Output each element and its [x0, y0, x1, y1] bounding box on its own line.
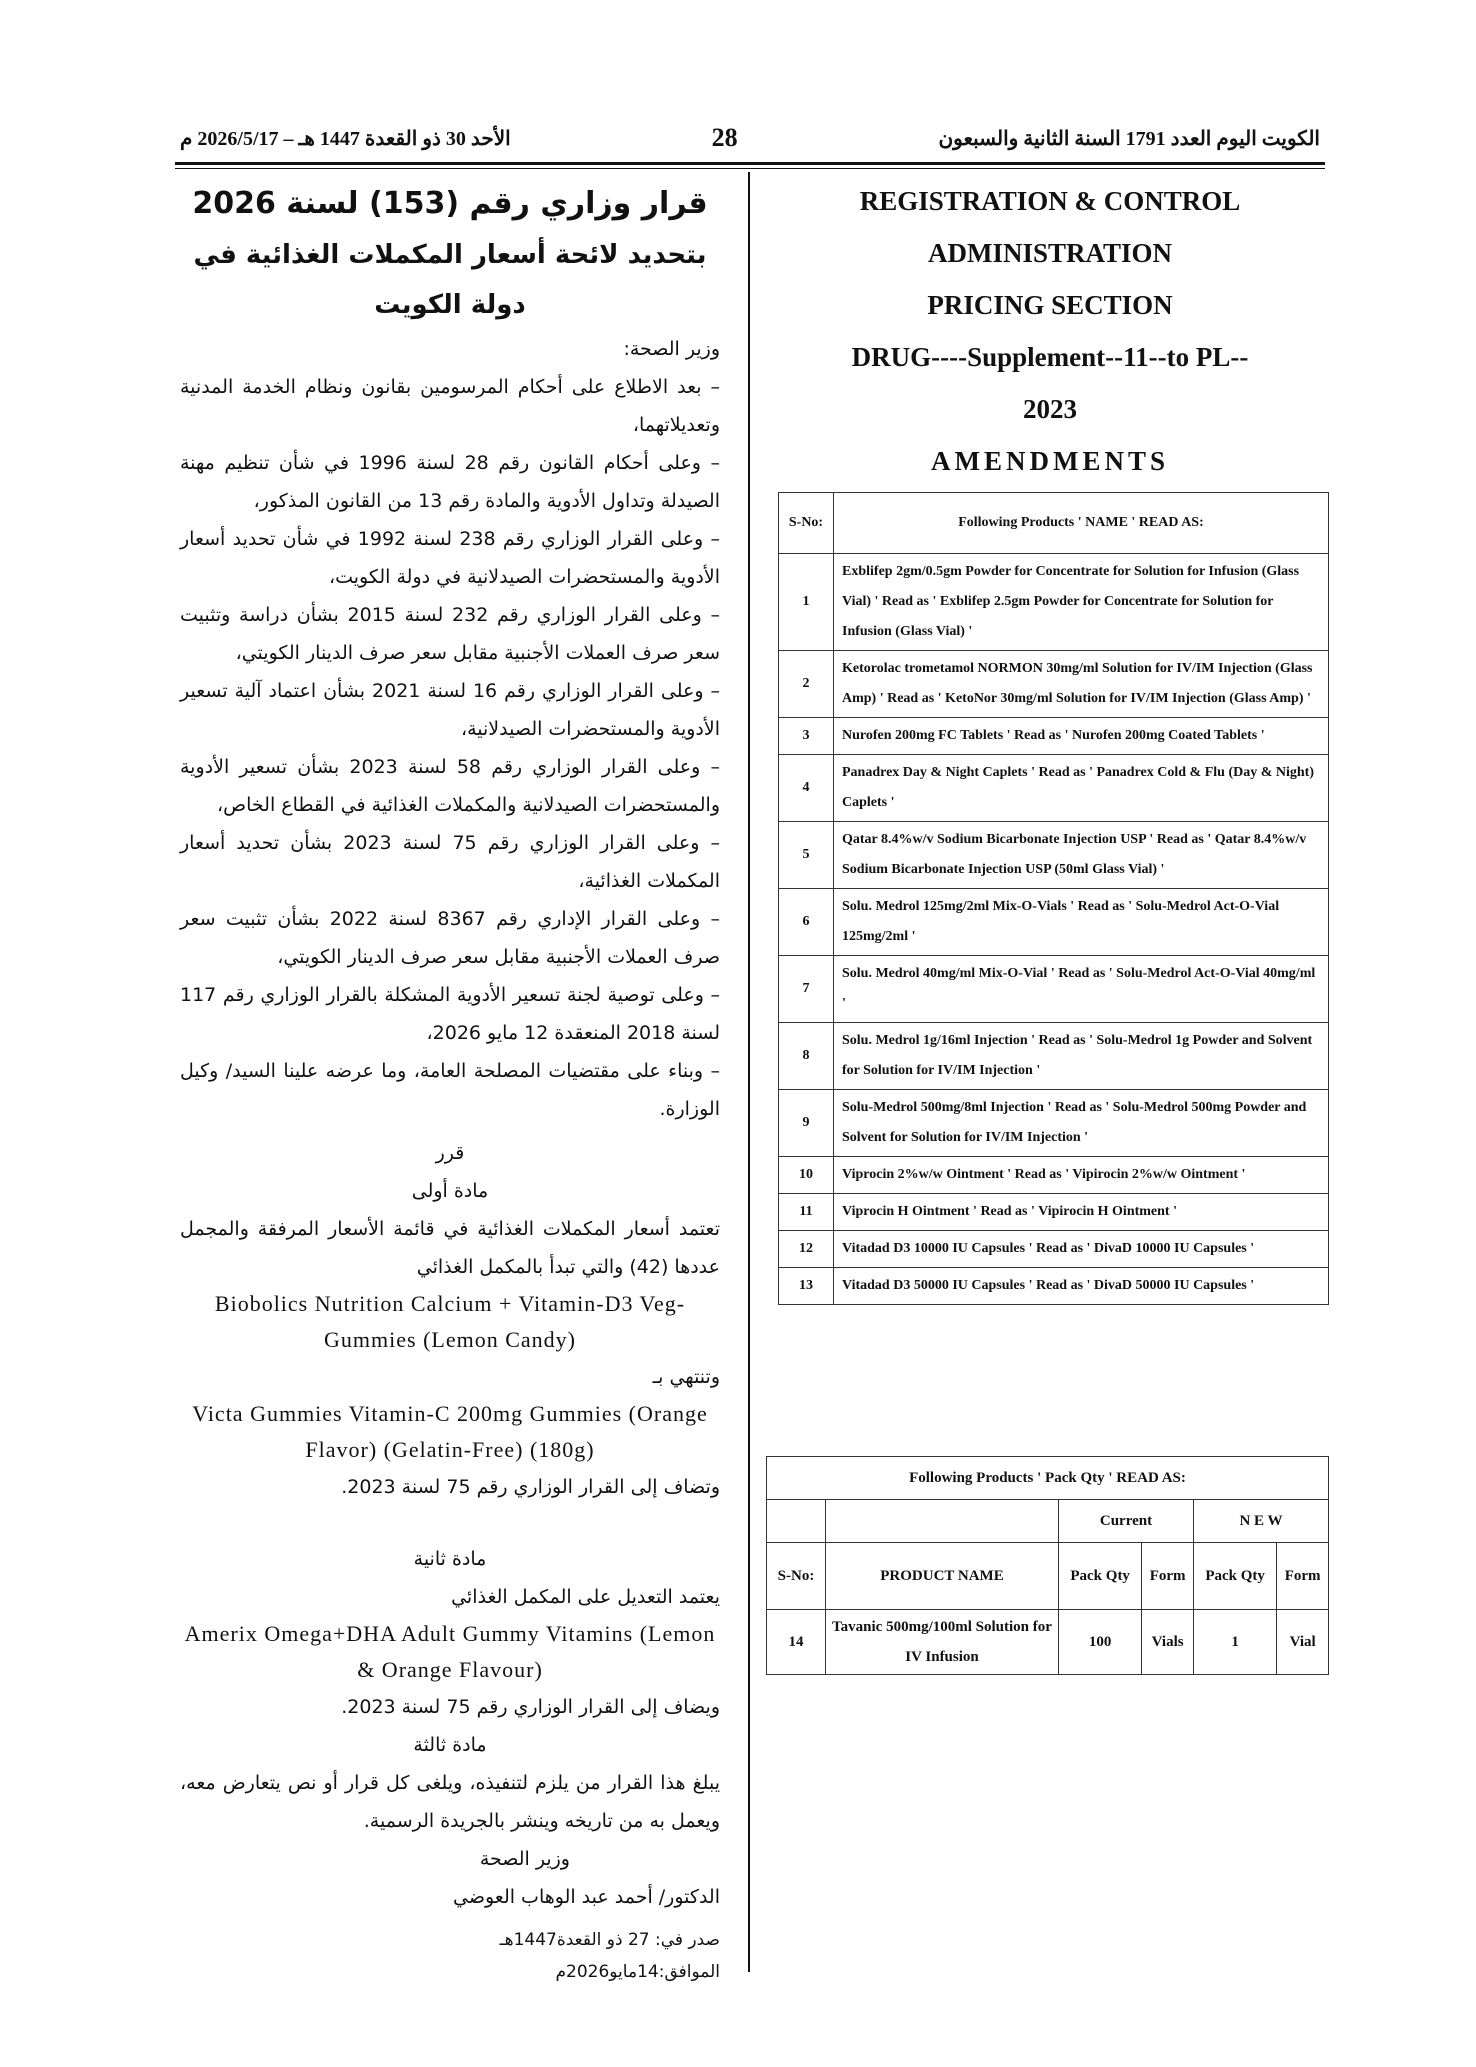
row-sn: 6: [779, 889, 834, 956]
row-text: Qatar 8.4%w/v Sodium Bicarbonate Injection USP ' Read as ' Qatar 8.4%w/v Sodium Bicarbonate Injection USP (50ml Glass Vial) ': [834, 822, 1329, 889]
article3-title: مادة ثالثة: [413, 1734, 487, 1756]
table-body: [779, 554, 1329, 1305]
row-sn: 12: [779, 1231, 834, 1268]
heading-line: ADMINISTRATION: [927, 238, 1173, 268]
row-text: Viprocin H Ointment ' Read as ' Vipirocin H Ointment ': [834, 1194, 1329, 1231]
signature-title: وزير الصحة: [479, 1848, 570, 1870]
col-product-name-header: PRODUCT NAME: [826, 1543, 1059, 1610]
row-sn: 5: [779, 822, 834, 889]
article1-first-product: Biobolics Nutrition Calcium + Vitamin-D3 Veg-Gummies (Lemon Candy): [214, 1291, 686, 1352]
preamble-item: – وعلى القرار الوزاري رقم 232 لسنة 2015 بشأن دراسة وتثبيت سعر صرف العملات الأجنبية مقابل سعر صرف الدينار الكويتي،: [180, 604, 720, 664]
row-text: Solu-Medrol 500mg/8ml Injection ' Read as ' Solu-Medrol 500mg Powder and Solvent for Solution for IV/IM Injection ': [834, 1090, 1329, 1157]
article1-ends-with: وتنتهي بـ: [652, 1366, 720, 1388]
table-row: [779, 1157, 1329, 1194]
new-group-header: N E W: [1193, 1500, 1328, 1543]
preamble-item: – وعلى القرار الوزاري رقم 58 لسنة 2023 بشأن تسعير الأدوية والمستحضرات الصيدلانية والمكملات الغذائية في القطاع الخاص،: [180, 756, 720, 816]
table-row: [779, 889, 1329, 956]
decree-title: قرار وزاري رقم (153) لسنة 2026: [192, 186, 708, 221]
header-date: الأحد 30 ذو القعدة 1447 هـ – 2026/5/17 م: [180, 127, 511, 150]
heading-line-amendments: AMENDMENTS: [930, 446, 1169, 476]
table-row: [779, 822, 1329, 889]
article3-text: يبلغ هذا القرار من يلزم لتنفيذه، ويلغى كل قرار أو نص يتعارض معه، ويعمل به من تاريخه وينشر بالجريدة الرسمية.: [180, 1772, 720, 1832]
table-row: [779, 1023, 1329, 1090]
table-row: [767, 1610, 1329, 1675]
row-text: Vitadad D3 50000 IU Capsules ' Read as ' DivaD 50000 IU Capsules ': [834, 1268, 1329, 1305]
row-sn: 11: [779, 1194, 834, 1231]
corresponding-date: الموافق:14مايو2026م: [555, 1962, 720, 1982]
row-sn: 4: [779, 755, 834, 822]
preamble-item: – وعلى القرار الوزاري رقم 75 لسنة 2023 بشأن تحديد أسعار المكملات الغذائية،: [180, 832, 720, 892]
current-group-header: Current: [1059, 1500, 1194, 1543]
row-text: Ketorolac trometamol NORMON 30mg/ml Solution for IV/IM Injection (Glass Amp) ' Read as ' KetoNor 30mg/ml Solution for IV/IM Injection (Glass Amp) ': [834, 651, 1329, 718]
article1-title: مادة أولى: [411, 1180, 489, 1202]
row-sn: 1: [779, 554, 834, 651]
minister-intro: وزير الصحة:: [623, 338, 720, 360]
page-header: [180, 120, 1320, 156]
article1-add: وتضاف إلى القرار الوزاري رقم 75 لسنة 2023.: [341, 1476, 720, 1498]
row-sn: 7: [779, 956, 834, 1023]
preamble-item: – وبناء على مقتضيات المصلحة العامة، وما عرضه علينا السيد/ وكيل الوزارة.: [180, 1060, 720, 1120]
header-rule-thin: [175, 168, 1325, 169]
preamble-item: – وعلى القرار الوزاري رقم 16 لسنة 2021 بشأن اعتماد آلية تسعير الأدوية والمستحضرات الصيدلانية،: [180, 680, 720, 740]
table-row: [779, 1268, 1329, 1305]
heading-line: 2023: [1023, 394, 1077, 424]
row-new-form: Vial: [1277, 1610, 1329, 1675]
row-text: Solu. Medrol 1g/16ml Injection ' Read as ' Solu-Medrol 1g Powder and Solvent for Solution for IV/IM Injection ': [834, 1023, 1329, 1090]
col-sn-header: S-No:: [767, 1543, 826, 1610]
row-sn: 2: [779, 651, 834, 718]
preamble: [180, 368, 720, 1128]
table-row: [779, 1231, 1329, 1268]
name-amendments-table: [778, 492, 1329, 1305]
header-rule-thick: [175, 162, 1325, 165]
table-row: [779, 651, 1329, 718]
row-text: Solu. Medrol 125mg/2ml Mix-O-Vials ' Read as ' Solu-Medrol Act-O-Vial 125mg/2ml ': [834, 889, 1329, 956]
col-products-header: Following Products ' NAME ' READ AS:: [834, 493, 1329, 554]
header-issue: الكويت اليوم العدد 1791 السنة الثانية والسبعون: [938, 127, 1320, 150]
preamble-item: – وعلى أحكام القانون رقم 28 لسنة 1996 في شأن تنظيم مهنة الصيدلة وتداول الأدوية والمادة رقم 13 من القانون المذكور،: [180, 452, 720, 512]
article2-product: Amerix Omega+DHA Adult Gummy Vitamins (Lemon & Orange Flavour): [184, 1621, 716, 1682]
row-sn: 8: [779, 1023, 834, 1090]
table-row: [779, 554, 1329, 651]
empty-cell: [767, 1500, 826, 1543]
issued-date: صدر في: 27 ذو القعدة1447هـ: [499, 1930, 720, 1950]
col-current-pack-qty: Pack Qty: [1059, 1543, 1142, 1610]
row-sn: 9: [779, 1090, 834, 1157]
row-text: Panadrex Day & Night Caplets ' Read as ' Panadrex Cold & Flu (Day & Night) Caplets ': [834, 755, 1329, 822]
col-current-form: Form: [1142, 1543, 1194, 1610]
column-divider: [748, 172, 750, 1972]
row-current-qty: 100: [1059, 1610, 1142, 1675]
empty-cell: [826, 1500, 1059, 1543]
article1-last-product: Victa Gummies Vitamin-C 200mg Gummies (Orange Flavor) (Gelatin-Free) (180g): [192, 1401, 708, 1462]
table-row: [779, 755, 1329, 822]
row-sn: 10: [779, 1157, 834, 1194]
row-new-qty: 1: [1193, 1610, 1276, 1675]
row-text: Vitadad D3 10000 IU Capsules ' Read as ' DivaD 10000 IU Capsules ': [834, 1231, 1329, 1268]
heading-line: PRICING SECTION: [927, 290, 1173, 320]
heading-line: DRUG----Supplement--11--to PL--: [851, 342, 1249, 372]
table-row: [779, 1194, 1329, 1231]
preamble-item: – وعلى القرار الوزاري رقم 238 لسنة 1992 في شأن تحديد أسعار الأدوية والمستحضرات الصيدلانية في دولة الكويت،: [180, 528, 720, 588]
col-new-form: Form: [1277, 1543, 1329, 1610]
preamble-item: – وعلى القرار الإداري رقم 8367 لسنة 2022 بشأن تثبيت سعر صرف العملات الأجنبية مقابل سعر صرف الدينار الكويتي،: [180, 908, 720, 968]
row-sn: 13: [779, 1268, 834, 1305]
spacer: [180, 1506, 720, 1540]
english-heading: [770, 175, 1330, 487]
english-column: [770, 175, 1330, 487]
table-header-row: [779, 493, 1329, 554]
row-current-form: Vials: [1142, 1610, 1194, 1675]
row-text: Nurofen 200mg FC Tablets ' Read as ' Nurofen 200mg Coated Tablets ': [834, 718, 1329, 755]
article2-title: مادة ثانية: [413, 1548, 487, 1570]
row-sn: 3: [779, 718, 834, 755]
row-product: Tavanic 500mg/100ml Solution for IV Infusion: [826, 1610, 1059, 1675]
table-row: [779, 1090, 1329, 1157]
page-number: 28: [711, 123, 738, 152]
preamble-item: – بعد الاطلاع على أحكام المرسومين بقانون ونظام الخدمة المدنية وتعديلاتهما،: [180, 376, 720, 436]
decree-subtitle: بتحديد لائحة أسعار المكملات الغذائية في دولة الكويت: [193, 240, 707, 320]
decided-label: قرر: [435, 1142, 465, 1164]
article2-text: يعتمد التعديل على المكمل الغذائي: [451, 1586, 720, 1608]
arabic-column: [180, 178, 720, 1988]
pack-qty-title: Following Products ' Pack Qty ' READ AS:: [767, 1457, 1329, 1500]
row-sn: 14: [767, 1610, 826, 1675]
preamble-item: – وعلى توصية لجنة تسعير الأدوية المشكلة بالقرار الوزاري رقم 117 لسنة 2018 المنعقدة 12 مايو 2026،: [180, 984, 720, 1044]
signature-name: الدكتور/ أحمد عبد الوهاب العوضي: [453, 1886, 720, 1908]
article1-text: تعتمد أسعار المكملات الغذائية في قائمة الأسعار المرفقة والمجمل عددها (42) والتي تبدأ بالمكمل الغذائي: [180, 1218, 720, 1278]
row-text: Exblifep 2gm/0.5gm Powder for Concentrate for Solution for Infusion (Glass Vial) ' Read as ' Exblifep 2.5gm Powder for Concentrate for Solution for Infusion (Glass Vial) ': [834, 554, 1329, 651]
col-sn-header: S-No:: [779, 493, 834, 554]
table-row: [779, 718, 1329, 755]
heading-line: REGISTRATION & CONTROL: [859, 186, 1241, 216]
row-text: Solu. Medrol 40mg/ml Mix-O-Vial ' Read as ' Solu-Medrol Act-O-Vial 40mg/ml ': [834, 956, 1329, 1023]
row-text: Viprocin 2%w/w Ointment ' Read as ' Vipirocin 2%w/w Ointment ': [834, 1157, 1329, 1194]
col-new-pack-qty: Pack Qty: [1193, 1543, 1276, 1610]
pack-qty-table: [766, 1456, 1329, 1675]
article2-add: ويضاف إلى القرار الوزاري رقم 75 لسنة 2023.: [341, 1696, 720, 1718]
table-row: [779, 956, 1329, 1023]
